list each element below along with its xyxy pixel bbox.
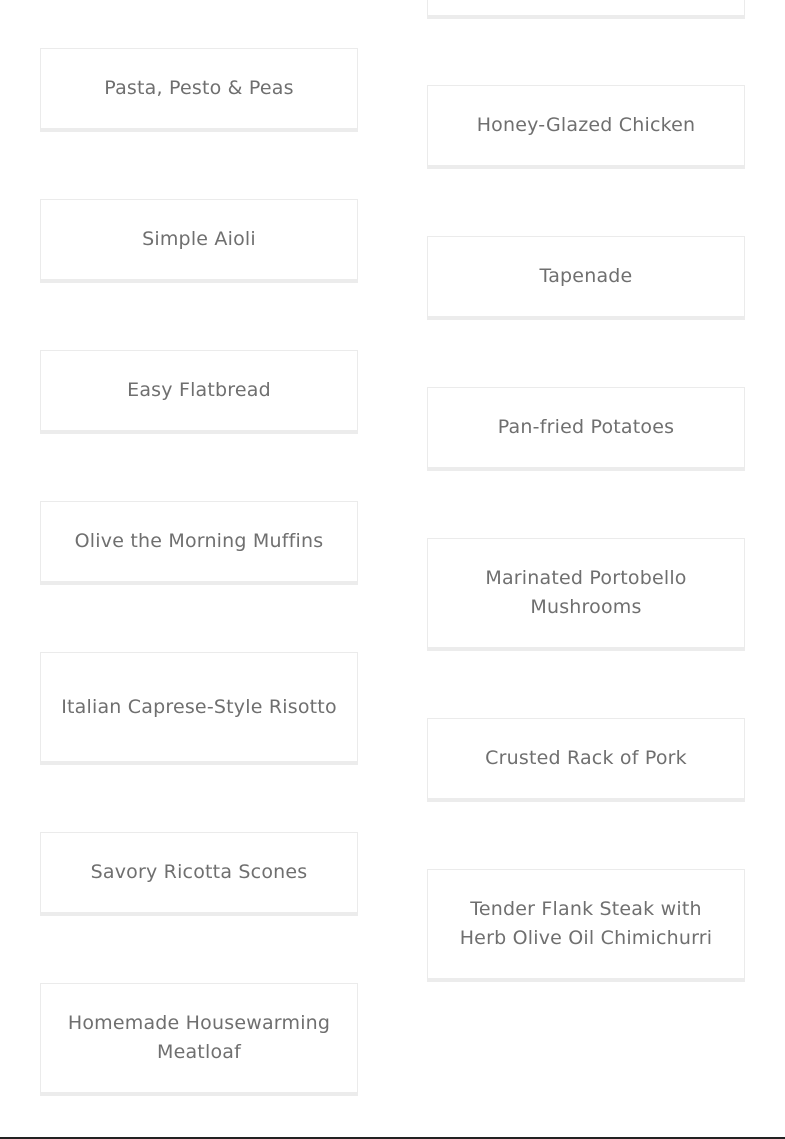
recipe-card-simple-aioli[interactable] bbox=[40, 199, 358, 283]
recipe-card-title: Pasta, Pesto & Peas bbox=[104, 77, 294, 99]
recipe-card-partial[interactable] bbox=[427, 0, 745, 19]
recipe-card-title: Easy Flatbread bbox=[127, 379, 271, 401]
recipe-card-title: Pan-fried Potatoes bbox=[497, 416, 675, 438]
recipe-card-title: Tender Flank Steak with Herb Olive Oil Chimichurri bbox=[459, 898, 713, 949]
recipe-card-title: Homemade Housewarming Meatloaf bbox=[67, 1012, 331, 1063]
recipe-card-portobello-mushrooms[interactable] bbox=[427, 538, 745, 651]
recipe-card-title: Olive the Morning Muffins bbox=[74, 530, 324, 552]
recipe-card-title: Savory Ricotta Scones bbox=[90, 861, 308, 883]
recipe-card-title: Marinated Portobello Mushrooms bbox=[485, 567, 687, 618]
recipe-card-title: Italian Caprese-Style Risotto bbox=[61, 695, 337, 718]
recipe-card-ricotta-scones[interactable] bbox=[40, 832, 358, 916]
recipe-card-easy-flatbread[interactable] bbox=[40, 350, 358, 434]
recipe-card-olive-morning-muffins[interactable] bbox=[40, 501, 358, 585]
recipe-card-caprese-risotto[interactable] bbox=[40, 652, 358, 765]
recipe-card-title: Tapenade bbox=[539, 265, 633, 287]
recipe-card-housewarming-meatloaf[interactable] bbox=[40, 983, 358, 1096]
recipe-card-title: Crusted Rack of Pork bbox=[485, 747, 687, 769]
recipe-card-crusted-rack-pork[interactable] bbox=[427, 718, 745, 802]
recipe-card-flank-steak-chimichurri[interactable] bbox=[427, 869, 745, 982]
recipe-card-title: Simple Aioli bbox=[142, 228, 256, 250]
recipe-card-honey-glazed-chicken[interactable] bbox=[427, 85, 745, 169]
recipe-card-title: Honey-Glazed Chicken bbox=[476, 114, 696, 136]
recipe-card-pasta-pesto-peas[interactable] bbox=[40, 48, 358, 132]
recipe-card-tapenade[interactable] bbox=[427, 236, 745, 320]
recipe-card-pan-fried-potatoes[interactable] bbox=[427, 387, 745, 471]
